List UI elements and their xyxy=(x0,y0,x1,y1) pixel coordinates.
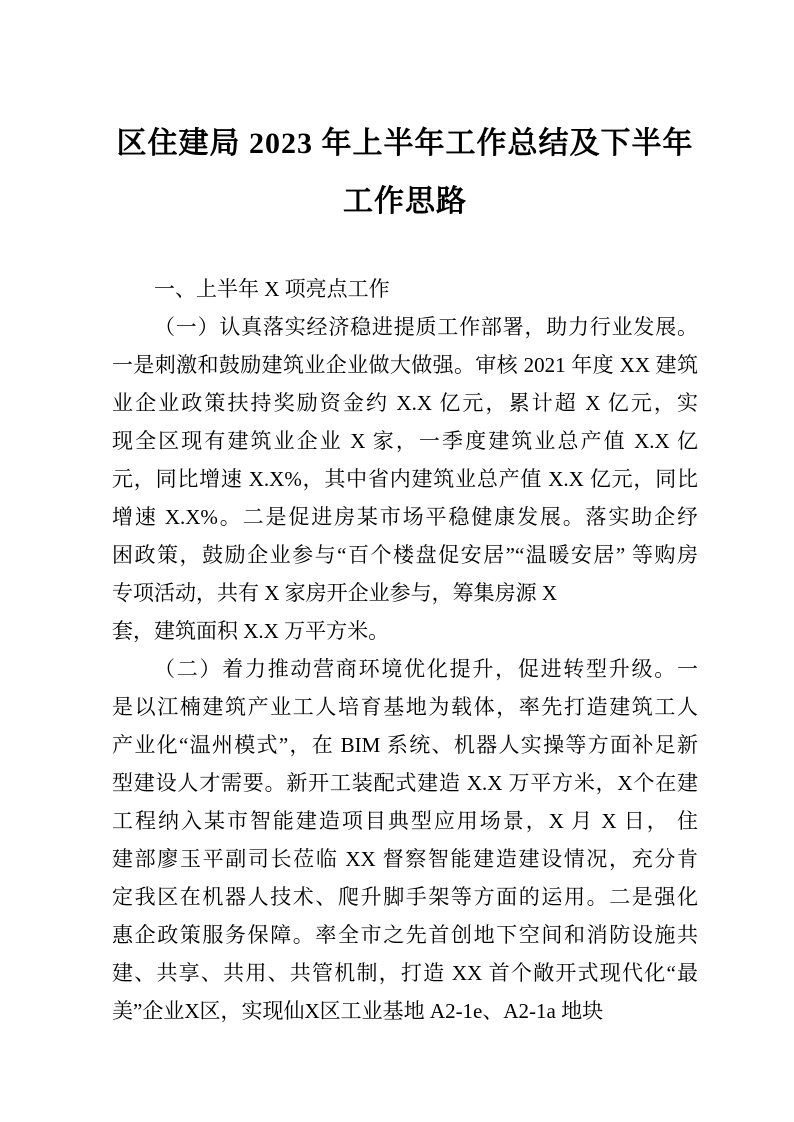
paragraph-line: 建部廖玉平副司长莅临 XX 督察智能建造建设情况，充分肯 xyxy=(112,847,698,871)
paragraph-line: （一）认真落实经济稳进提质工作部署，助力行业发展。 xyxy=(154,315,698,339)
paragraph-line: 专项活动，共有 X 家房开企业参与，筹集房源 X xyxy=(112,581,558,605)
paragraph-line: 元，同比增速 X.X%，其中省内建筑业总产值 X.X 亿元，同比 xyxy=(112,467,698,491)
paragraph-line: 业企业政策扶持奖励资金约 X.X 亿元，累计超 X 亿元，实 xyxy=(112,391,698,415)
paragraph-line: 是以江楠建筑产业工人培育基地为载体，率先打造建筑工人 xyxy=(112,695,698,719)
paragraph-line: 建、共享、共用、共管机制，打造 XX 首个敞开式现代化“最 xyxy=(112,961,698,985)
paragraph-line: 增速 X.X%。二是促进房某市场平稳健康发展。落实助企纾 xyxy=(112,505,698,529)
paragraph-line: 困政策，鼓励企业参与“百个楼盘促安居”“温暖安居” 等购房 xyxy=(112,543,698,567)
title-line-1: 区住建局 2023 年上半年工作总结及下半年 xyxy=(116,127,694,160)
paragraph-line: 一是刺激和鼓励建筑业企业做大做强。审核 2021 年度 XX 建筑 xyxy=(112,353,698,377)
paragraph-line: 产业化“温州模式”，在 BIM 系统、机器人实操等方面补足新 xyxy=(112,733,698,757)
paragraph-line: （二）着力推动营商环境优化提升，促进转型升级。一 xyxy=(154,657,698,681)
paragraph-line: 定我区在机器人技术、爬升脚手架等方面的运用。二是强化 xyxy=(112,885,698,909)
paragraph-line: 型建设人才需要。新开工装配式建造 X.X 万平方米，X个在建 xyxy=(112,771,698,795)
document-body xyxy=(112,270,698,1030)
document-title xyxy=(112,115,698,231)
paragraph-line: 美”企业X区，实现仙X区工业基地 A2-1e、A2-1a 地块 xyxy=(112,999,604,1023)
paragraph-line: 套，建筑面积 X.X 万平方米。 xyxy=(112,619,390,643)
paragraph-line: 惠企政策服务保障。率全市之先首创地下空间和消防设施共 xyxy=(112,923,698,947)
paragraph-line: 现全区现有建筑业企业 X 家，一季度建筑业总产值 X.X 亿 xyxy=(112,429,698,453)
title-line-2: 工作思路 xyxy=(343,185,467,218)
paragraph-line: 工程纳入某市智能建造项目典型应用场景，X 月 X 日， 住 xyxy=(112,809,698,833)
section-heading-line: 一、上半年 X 项亮点工作 xyxy=(154,277,390,301)
